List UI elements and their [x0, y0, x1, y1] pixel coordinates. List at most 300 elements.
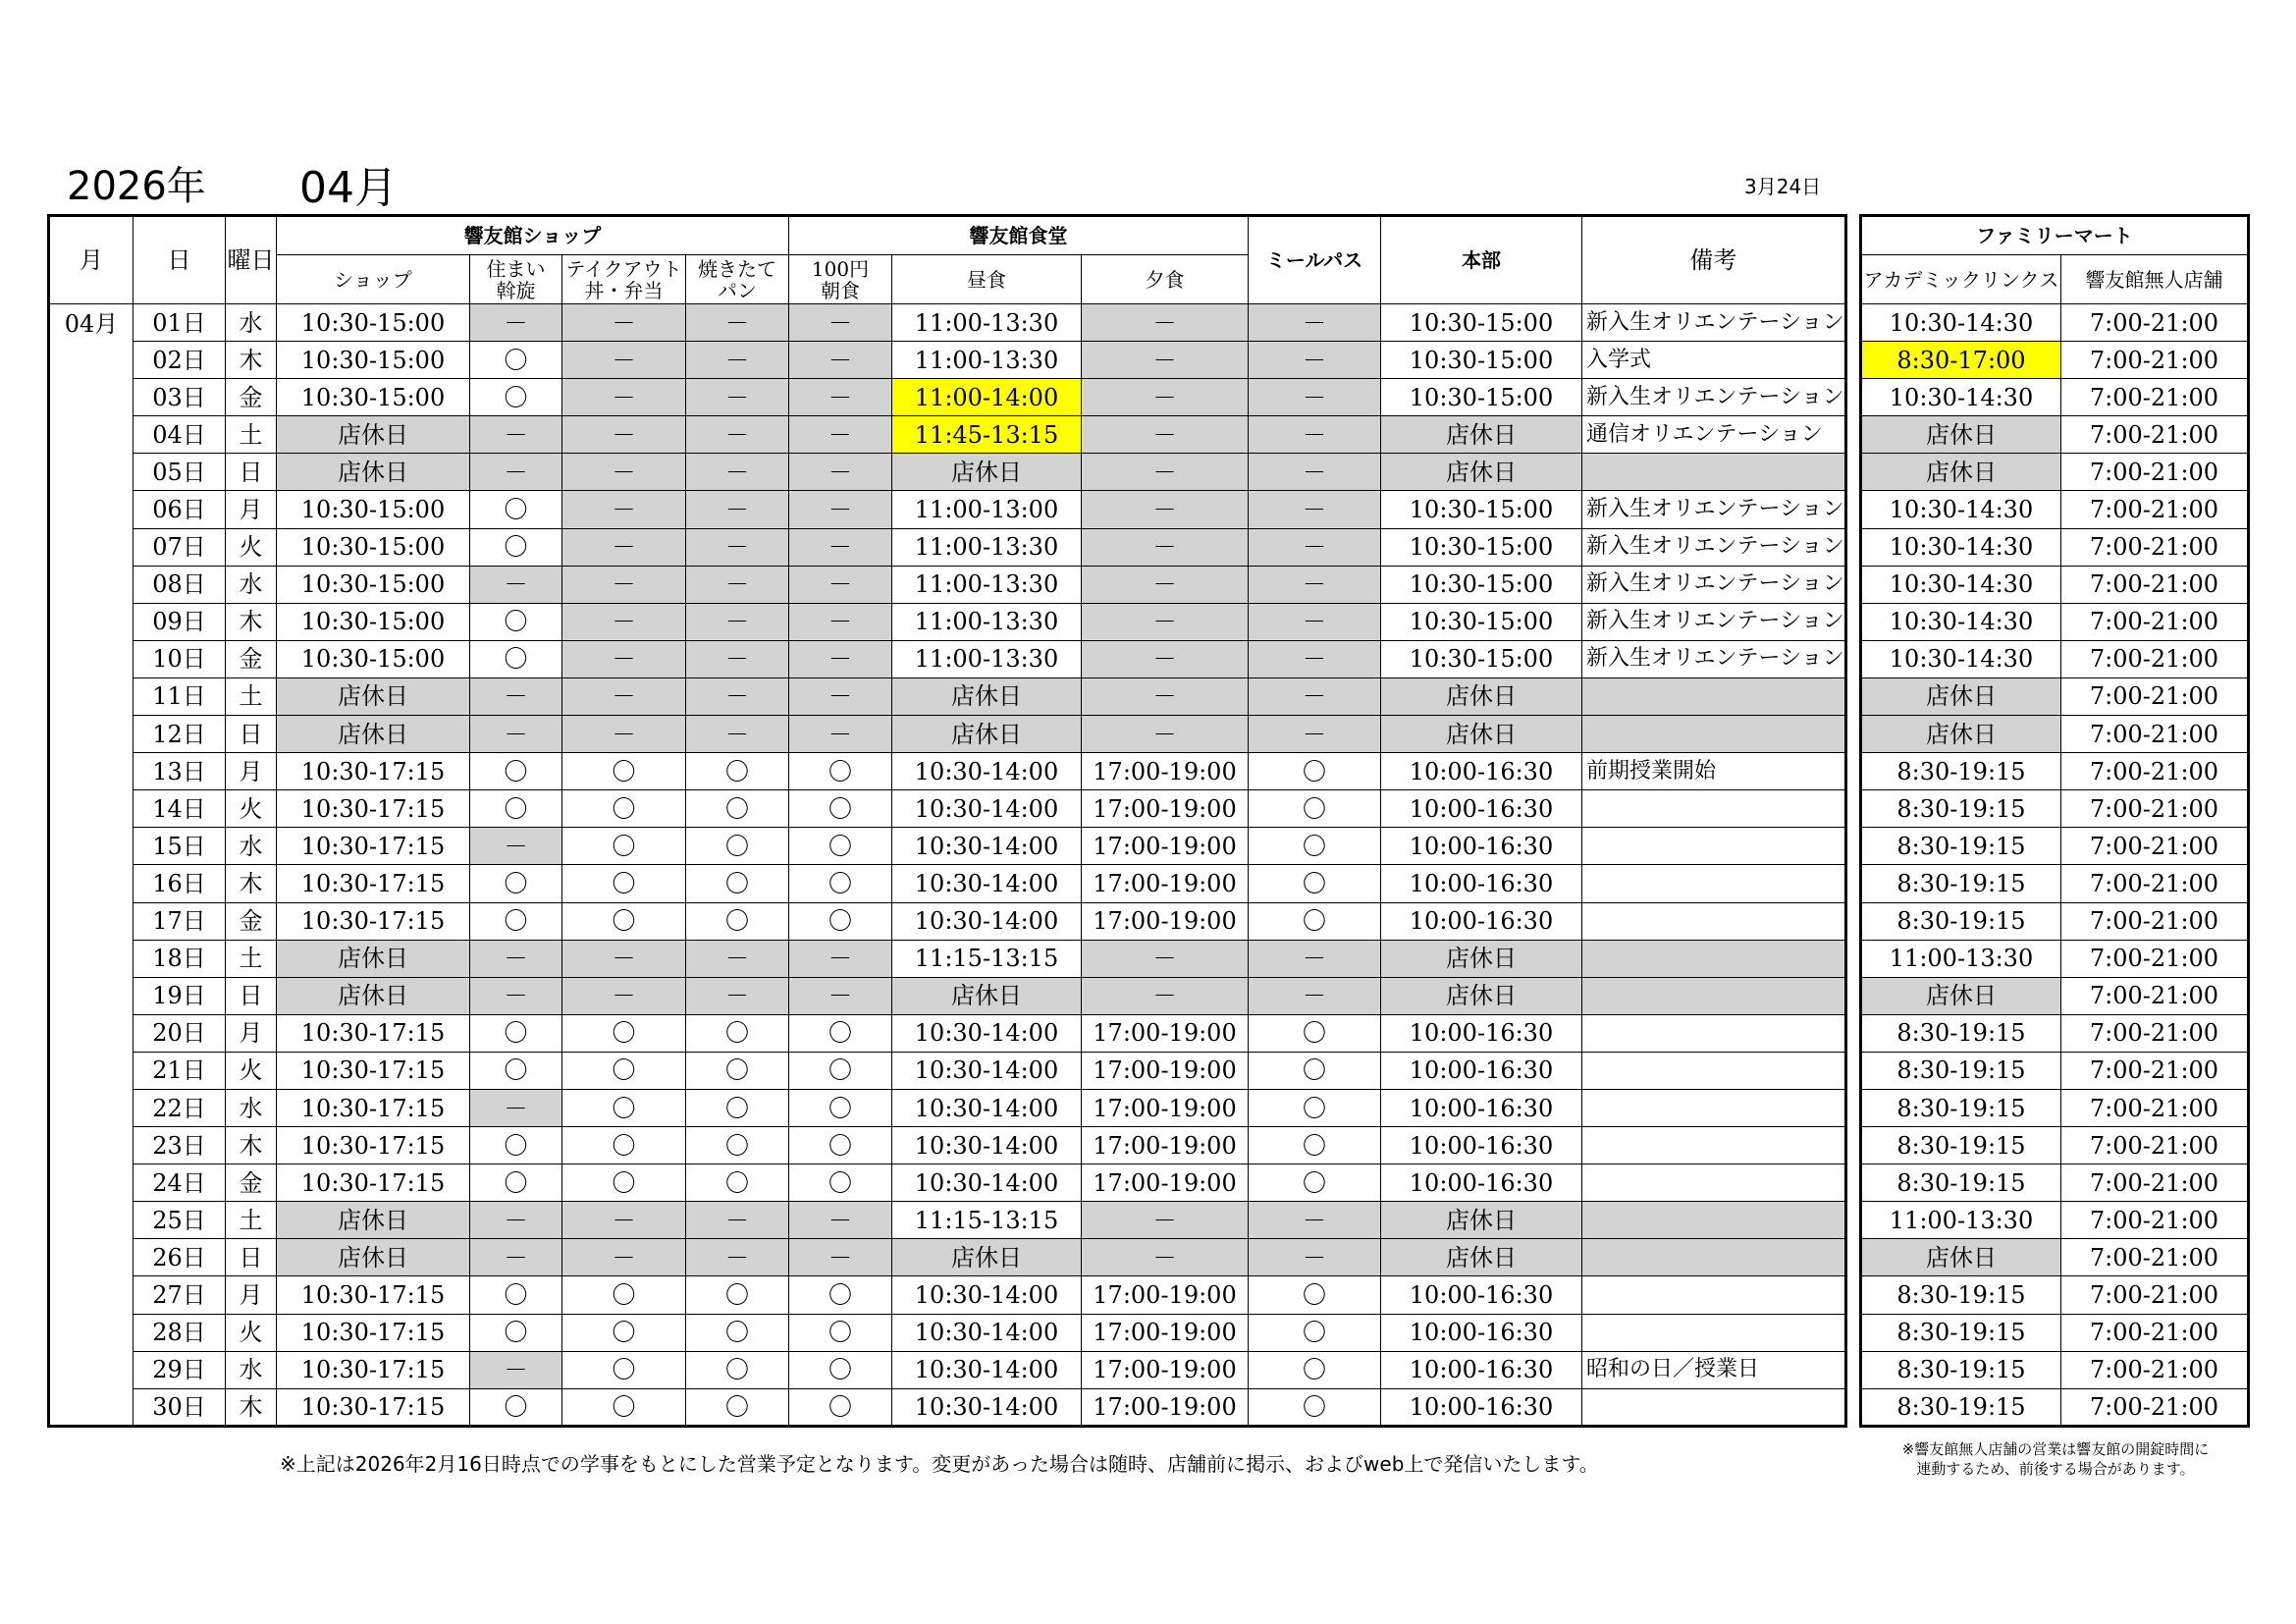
dinner-cell: 17:00-19:00: [1082, 790, 1249, 828]
weekday-cell: 月: [226, 1014, 277, 1052]
academic-cell: 8:30-19:15: [1861, 1164, 2061, 1202]
mealpass-cell: －: [1249, 379, 1381, 416]
lunch-cell: 店休日: [892, 977, 1082, 1014]
takeout-cell: 〇: [562, 1351, 686, 1388]
honbu-cell: 10:30-15:00: [1381, 566, 1582, 603]
header-breakfast: 100円 朝食: [789, 255, 892, 304]
breakfast-cell: 〇: [789, 1351, 892, 1388]
bread-cell: 〇: [686, 753, 789, 790]
dinner-cell: －: [1082, 528, 1249, 566]
weekday-cell: 木: [226, 1388, 277, 1426]
mealpass-cell: －: [1249, 1239, 1381, 1276]
unmanned-cell: 7:00-21:00: [2061, 753, 2249, 790]
honbu-cell: 10:00-16:30: [1381, 1388, 1582, 1426]
table-row: [1861, 603, 2249, 640]
mealpass-cell: －: [1249, 304, 1381, 342]
day-cell: 07日: [133, 528, 226, 566]
table-row: [49, 865, 1846, 902]
breakfast-cell: 〇: [789, 828, 892, 865]
dinner-cell: －: [1082, 1202, 1249, 1239]
breakfast-cell: －: [789, 1239, 892, 1276]
honbu-cell: 10:30-15:00: [1381, 603, 1582, 640]
weekday-cell: 水: [226, 566, 277, 603]
weekday-cell: 日: [226, 716, 277, 753]
bread-cell: 〇: [686, 790, 789, 828]
remarks-cell: 新入生オリエンテーション: [1582, 640, 1846, 677]
academic-cell: 10:30-14:30: [1861, 528, 2061, 566]
bread-cell: －: [686, 416, 789, 454]
table-row: [1861, 940, 2249, 977]
day-cell: 29日: [133, 1351, 226, 1388]
shop-cell: 10:30-15:00: [277, 379, 470, 416]
academic-cell: 8:30-19:15: [1861, 828, 2061, 865]
bread-cell: －: [686, 342, 789, 379]
breakfast-cell: －: [789, 304, 892, 342]
sumai-cell: －: [470, 677, 562, 715]
bread-cell: －: [686, 716, 789, 753]
honbu-cell: 10:00-16:30: [1381, 1089, 1582, 1126]
breakfast-cell: 〇: [789, 753, 892, 790]
takeout-cell: 〇: [562, 902, 686, 940]
header-weekday: 曜日: [226, 216, 277, 304]
table-row: [1861, 1052, 2249, 1089]
takeout-cell: －: [562, 528, 686, 566]
honbu-cell: 店休日: [1381, 940, 1582, 977]
breakfast-cell: 〇: [789, 1052, 892, 1089]
header-month: 月: [49, 216, 133, 304]
sumai-cell: －: [470, 716, 562, 753]
academic-cell: 10:30-14:30: [1861, 603, 2061, 640]
academic-cell: 8:30-19:15: [1861, 753, 2061, 790]
table-row: [49, 566, 1846, 603]
academic-cell: 8:30-19:15: [1861, 1388, 2061, 1426]
mealpass-cell: 〇: [1249, 790, 1381, 828]
takeout-cell: 〇: [562, 865, 686, 902]
honbu-cell: 10:00-16:30: [1381, 828, 1582, 865]
shop-cell: 店休日: [277, 716, 470, 753]
unmanned-cell: 7:00-21:00: [2061, 379, 2249, 416]
day-cell: 14日: [133, 790, 226, 828]
sumai-cell: 〇: [470, 379, 562, 416]
unmanned-cell: 7:00-21:00: [2061, 902, 2249, 940]
shop-cell: 10:30-17:15: [277, 1164, 470, 1202]
remarks-cell: 入学式: [1582, 342, 1846, 379]
familymart-table: [1859, 214, 2250, 1428]
lunch-cell: 10:30-14:00: [892, 1388, 1082, 1426]
mealpass-cell: 〇: [1249, 1052, 1381, 1089]
table-row: [1861, 753, 2249, 790]
day-cell: 03日: [133, 379, 226, 416]
weekday-cell: 月: [226, 491, 277, 528]
table-row: [1861, 1202, 2249, 1239]
table-row: [49, 528, 1846, 566]
day-cell: 28日: [133, 1314, 226, 1351]
breakfast-cell: －: [789, 342, 892, 379]
sumai-cell: －: [470, 416, 562, 454]
takeout-cell: 〇: [562, 1089, 686, 1126]
dinner-cell: －: [1082, 1239, 1249, 1276]
dinner-cell: －: [1082, 566, 1249, 603]
lunch-cell: 店休日: [892, 716, 1082, 753]
takeout-cell: －: [562, 304, 686, 342]
honbu-cell: 店休日: [1381, 454, 1582, 491]
weekday-cell: 月: [226, 753, 277, 790]
mealpass-cell: －: [1249, 566, 1381, 603]
weekday-cell: 月: [226, 1276, 277, 1314]
dinner-cell: －: [1082, 491, 1249, 528]
bread-cell: －: [686, 977, 789, 1014]
sumai-cell: 〇: [470, 640, 562, 677]
takeout-cell: 〇: [562, 753, 686, 790]
honbu-cell: 10:00-16:30: [1381, 753, 1582, 790]
lunch-cell: 10:30-14:00: [892, 1276, 1082, 1314]
takeout-cell: －: [562, 454, 686, 491]
lunch-cell: 10:30-14:00: [892, 1164, 1082, 1202]
academic-cell: 8:30-19:15: [1861, 1127, 2061, 1164]
remarks-cell: [1582, 902, 1846, 940]
shop-cell: 10:30-17:15: [277, 1089, 470, 1126]
mealpass-cell: －: [1249, 640, 1381, 677]
day-cell: 24日: [133, 1164, 226, 1202]
honbu-cell: 10:30-15:00: [1381, 379, 1582, 416]
sumai-cell: 〇: [470, 1164, 562, 1202]
day-cell: 02日: [133, 342, 226, 379]
dinner-cell: 17:00-19:00: [1082, 1014, 1249, 1052]
remarks-cell: [1582, 454, 1846, 491]
table-row: [49, 342, 1846, 379]
day-cell: 08日: [133, 566, 226, 603]
table-row: [49, 1164, 1846, 1202]
breakfast-cell: 〇: [789, 1014, 892, 1052]
honbu-cell: 店休日: [1381, 416, 1582, 454]
header-mealpass: ミールパス: [1249, 216, 1381, 304]
weekday-cell: 木: [226, 1127, 277, 1164]
header-academic: アカデミックリンクス: [1861, 255, 2061, 304]
mealpass-cell: －: [1249, 1202, 1381, 1239]
issue-date: 3月24日: [1744, 175, 1822, 198]
academic-cell: 11:00-13:30: [1861, 1202, 2061, 1239]
dinner-cell: －: [1082, 677, 1249, 715]
academic-cell: 8:30-19:15: [1861, 902, 2061, 940]
academic-cell: 店休日: [1861, 1239, 2061, 1276]
dinner-cell: 17:00-19:00: [1082, 1276, 1249, 1314]
year-label: 2026年: [67, 164, 206, 209]
bread-cell: 〇: [686, 1314, 789, 1351]
unmanned-cell: 7:00-21:00: [2061, 603, 2249, 640]
day-cell: 18日: [133, 940, 226, 977]
table-row: [49, 1052, 1846, 1089]
takeout-cell: －: [562, 566, 686, 603]
shop-cell: 10:30-17:15: [277, 828, 470, 865]
unmanned-cell: 7:00-21:00: [2061, 1164, 2249, 1202]
academic-cell: 店休日: [1861, 416, 2061, 454]
bread-cell: 〇: [686, 1388, 789, 1426]
unmanned-cell: 7:00-21:00: [2061, 716, 2249, 753]
sumai-cell: －: [470, 828, 562, 865]
shop-cell: 店休日: [277, 1202, 470, 1239]
weekday-cell: 水: [226, 304, 277, 342]
dinner-cell: 17:00-19:00: [1082, 1164, 1249, 1202]
breakfast-cell: －: [789, 716, 892, 753]
day-cell: 21日: [133, 1052, 226, 1089]
remarks-cell: 昭和の日／授業日: [1582, 1351, 1846, 1388]
weekday-cell: 木: [226, 865, 277, 902]
academic-cell: 店休日: [1861, 454, 2061, 491]
bread-cell: －: [686, 491, 789, 528]
remarks-cell: 通信オリエンテーション: [1582, 416, 1846, 454]
sumai-cell: 〇: [470, 790, 562, 828]
academic-cell: 8:30-19:15: [1861, 790, 2061, 828]
unmanned-cell: 7:00-21:00: [2061, 677, 2249, 715]
weekday-cell: 日: [226, 1239, 277, 1276]
header-lunch: 昼食: [892, 255, 1082, 304]
sumai-cell: 〇: [470, 528, 562, 566]
breakfast-cell: －: [789, 566, 892, 603]
table-row: [1861, 379, 2249, 416]
takeout-cell: －: [562, 342, 686, 379]
day-cell: 10日: [133, 640, 226, 677]
bread-cell: －: [686, 1239, 789, 1276]
takeout-cell: －: [562, 1239, 686, 1276]
takeout-cell: －: [562, 940, 686, 977]
mealpass-cell: 〇: [1249, 753, 1381, 790]
sumai-cell: 〇: [470, 1052, 562, 1089]
bread-cell: －: [686, 603, 789, 640]
table-row: [49, 1202, 1846, 1239]
bread-cell: －: [686, 1202, 789, 1239]
dinner-cell: 17:00-19:00: [1082, 1351, 1249, 1388]
breakfast-cell: －: [789, 379, 892, 416]
bread-cell: 〇: [686, 1014, 789, 1052]
shop-cell: 10:30-17:15: [277, 1127, 470, 1164]
takeout-cell: 〇: [562, 1127, 686, 1164]
unmanned-cell: 7:00-21:00: [2061, 977, 2249, 1014]
lunch-cell: 11:00-13:30: [892, 528, 1082, 566]
lunch-cell: 10:30-14:00: [892, 902, 1082, 940]
table-row: [49, 753, 1846, 790]
honbu-cell: 店休日: [1381, 977, 1582, 1014]
remarks-cell: 新入生オリエンテーション: [1582, 379, 1846, 416]
header-fm-group: ファミリーマート: [1861, 216, 2249, 255]
shop-cell: 店休日: [277, 677, 470, 715]
table-row: [49, 491, 1846, 528]
weekday-cell: 木: [226, 342, 277, 379]
table-row: [1861, 677, 2249, 715]
honbu-cell: 10:30-15:00: [1381, 304, 1582, 342]
bread-cell: 〇: [686, 1164, 789, 1202]
table-row: [49, 304, 1846, 342]
table-row: [1861, 491, 2249, 528]
day-cell: 30日: [133, 1388, 226, 1426]
remarks-cell: [1582, 677, 1846, 715]
table-row: [1861, 1314, 2249, 1351]
mealpass-cell: 〇: [1249, 828, 1381, 865]
remarks-cell: [1582, 1089, 1846, 1126]
remarks-cell: 前期授業開始: [1582, 753, 1846, 790]
honbu-cell: 10:00-16:30: [1381, 1014, 1582, 1052]
table-row: [49, 379, 1846, 416]
sumai-cell: 〇: [470, 1014, 562, 1052]
honbu-cell: 10:00-16:30: [1381, 790, 1582, 828]
academic-cell: 10:30-14:30: [1861, 491, 2061, 528]
academic-cell: 8:30-19:15: [1861, 1351, 2061, 1388]
unmanned-cell: 7:00-21:00: [2061, 528, 2249, 566]
bread-cell: －: [686, 940, 789, 977]
shop-cell: 10:30-15:00: [277, 566, 470, 603]
honbu-cell: 10:00-16:30: [1381, 1052, 1582, 1089]
mealpass-cell: －: [1249, 977, 1381, 1014]
day-cell: 01日: [133, 304, 226, 342]
academic-cell: 11:00-13:30: [1861, 940, 2061, 977]
sumai-cell: 〇: [470, 491, 562, 528]
academic-cell: 10:30-14:30: [1861, 304, 2061, 342]
bread-cell: －: [686, 566, 789, 603]
shop-cell: 店休日: [277, 454, 470, 491]
table-row: [49, 416, 1846, 454]
academic-cell: 店休日: [1861, 716, 2061, 753]
mealpass-cell: 〇: [1249, 1388, 1381, 1426]
honbu-cell: 10:30-15:00: [1381, 491, 1582, 528]
shop-cell: 10:30-17:15: [277, 902, 470, 940]
bread-cell: 〇: [686, 828, 789, 865]
day-cell: 11日: [133, 677, 226, 715]
weekday-cell: 土: [226, 416, 277, 454]
weekday-cell: 水: [226, 828, 277, 865]
table-row: [1861, 902, 2249, 940]
takeout-cell: 〇: [562, 1388, 686, 1426]
remarks-cell: [1582, 1014, 1846, 1052]
table-row: [1861, 1276, 2249, 1314]
takeout-cell: 〇: [562, 828, 686, 865]
header-day: 日: [133, 216, 226, 304]
lunch-cell: 店休日: [892, 677, 1082, 715]
unmanned-cell: 7:00-21:00: [2061, 1388, 2249, 1426]
honbu-cell: 10:30-15:00: [1381, 640, 1582, 677]
table-row: [49, 902, 1846, 940]
weekday-cell: 火: [226, 528, 277, 566]
sumai-cell: －: [470, 566, 562, 603]
sumai-cell: －: [470, 454, 562, 491]
takeout-cell: 〇: [562, 790, 686, 828]
sumai-cell: 〇: [470, 1276, 562, 1314]
honbu-cell: 10:00-16:30: [1381, 1276, 1582, 1314]
weekday-cell: 土: [226, 677, 277, 715]
sumai-cell: －: [470, 1351, 562, 1388]
honbu-cell: 10:30-15:00: [1381, 342, 1582, 379]
lunch-cell: 11:00-13:30: [892, 566, 1082, 603]
mealpass-cell: 〇: [1249, 1314, 1381, 1351]
breakfast-cell: 〇: [789, 865, 892, 902]
day-cell: 09日: [133, 603, 226, 640]
lunch-cell: 11:00-13:30: [892, 603, 1082, 640]
mealpass-cell: －: [1249, 342, 1381, 379]
dinner-cell: －: [1082, 603, 1249, 640]
takeout-cell: 〇: [562, 1164, 686, 1202]
unmanned-cell: 7:00-21:00: [2061, 304, 2249, 342]
sumai-cell: －: [470, 1239, 562, 1276]
dinner-cell: 17:00-19:00: [1082, 753, 1249, 790]
mealpass-cell: 〇: [1249, 1351, 1381, 1388]
honbu-cell: 10:00-16:30: [1381, 1351, 1582, 1388]
table-row: [1861, 1014, 2249, 1052]
table-row: [1861, 416, 2249, 454]
bread-cell: 〇: [686, 902, 789, 940]
dinner-cell: －: [1082, 940, 1249, 977]
honbu-cell: 店休日: [1381, 1202, 1582, 1239]
sumai-cell: 〇: [470, 603, 562, 640]
weekday-cell: 日: [226, 454, 277, 491]
bread-cell: －: [686, 304, 789, 342]
month-label: 04月: [299, 163, 398, 213]
table-row: [49, 1014, 1846, 1052]
remarks-cell: [1582, 790, 1846, 828]
unmanned-cell: 7:00-21:00: [2061, 1314, 2249, 1351]
bread-cell: －: [686, 454, 789, 491]
sumai-cell: 〇: [470, 1127, 562, 1164]
shop-cell: 10:30-17:15: [277, 753, 470, 790]
table-row: [1861, 566, 2249, 603]
dinner-cell: －: [1082, 716, 1249, 753]
shop-cell: 10:30-17:15: [277, 1052, 470, 1089]
unmanned-cell: 7:00-21:00: [2061, 1052, 2249, 1089]
mealpass-cell: 〇: [1249, 1164, 1381, 1202]
lunch-cell: 11:15-13:15: [892, 1202, 1082, 1239]
shop-cell: 10:30-15:00: [277, 603, 470, 640]
lunch-cell: 10:30-14:00: [892, 753, 1082, 790]
day-cell: 04日: [133, 416, 226, 454]
unmanned-cell: 7:00-21:00: [2061, 1014, 2249, 1052]
weekday-cell: 木: [226, 603, 277, 640]
table-row: [1861, 790, 2249, 828]
table-row: [49, 716, 1846, 753]
header-honbu: 本部: [1381, 216, 1582, 304]
unmanned-cell: 7:00-21:00: [2061, 454, 2249, 491]
dinner-cell: 17:00-19:00: [1082, 1052, 1249, 1089]
mealpass-cell: －: [1249, 416, 1381, 454]
academic-cell: 10:30-14:30: [1861, 566, 2061, 603]
remarks-cell: 新入生オリエンテーション: [1582, 491, 1846, 528]
breakfast-cell: －: [789, 416, 892, 454]
shop-cell: 10:30-17:15: [277, 1351, 470, 1388]
unmanned-cell: 7:00-21:00: [2061, 491, 2249, 528]
table-row: [1861, 342, 2249, 379]
header-bread: 焼きたて パン: [686, 255, 789, 304]
remarks-cell: [1582, 1052, 1846, 1089]
remarks-cell: [1582, 977, 1846, 1014]
day-cell: 23日: [133, 1127, 226, 1164]
shop-cell: 10:30-15:00: [277, 528, 470, 566]
table-row: [49, 1239, 1846, 1276]
shop-cell: 10:30-17:15: [277, 1314, 470, 1351]
table-row: [1861, 1127, 2249, 1164]
header-shop: ショップ: [277, 255, 470, 304]
day-cell: 13日: [133, 753, 226, 790]
takeout-cell: －: [562, 416, 686, 454]
shop-cell: 10:30-15:00: [277, 342, 470, 379]
lunch-cell: 10:30-14:00: [892, 1014, 1082, 1052]
table-row: [49, 828, 1846, 865]
unmanned-cell: 7:00-21:00: [2061, 1202, 2249, 1239]
header-dinner: 夕食: [1082, 255, 1249, 304]
sumai-cell: 〇: [470, 753, 562, 790]
takeout-cell: －: [562, 716, 686, 753]
sumai-cell: 〇: [470, 342, 562, 379]
lunch-cell: 10:30-14:00: [892, 1052, 1082, 1089]
day-cell: 20日: [133, 1014, 226, 1052]
remarks-cell: [1582, 1314, 1846, 1351]
dinner-cell: 17:00-19:00: [1082, 1127, 1249, 1164]
remarks-cell: [1582, 1239, 1846, 1276]
